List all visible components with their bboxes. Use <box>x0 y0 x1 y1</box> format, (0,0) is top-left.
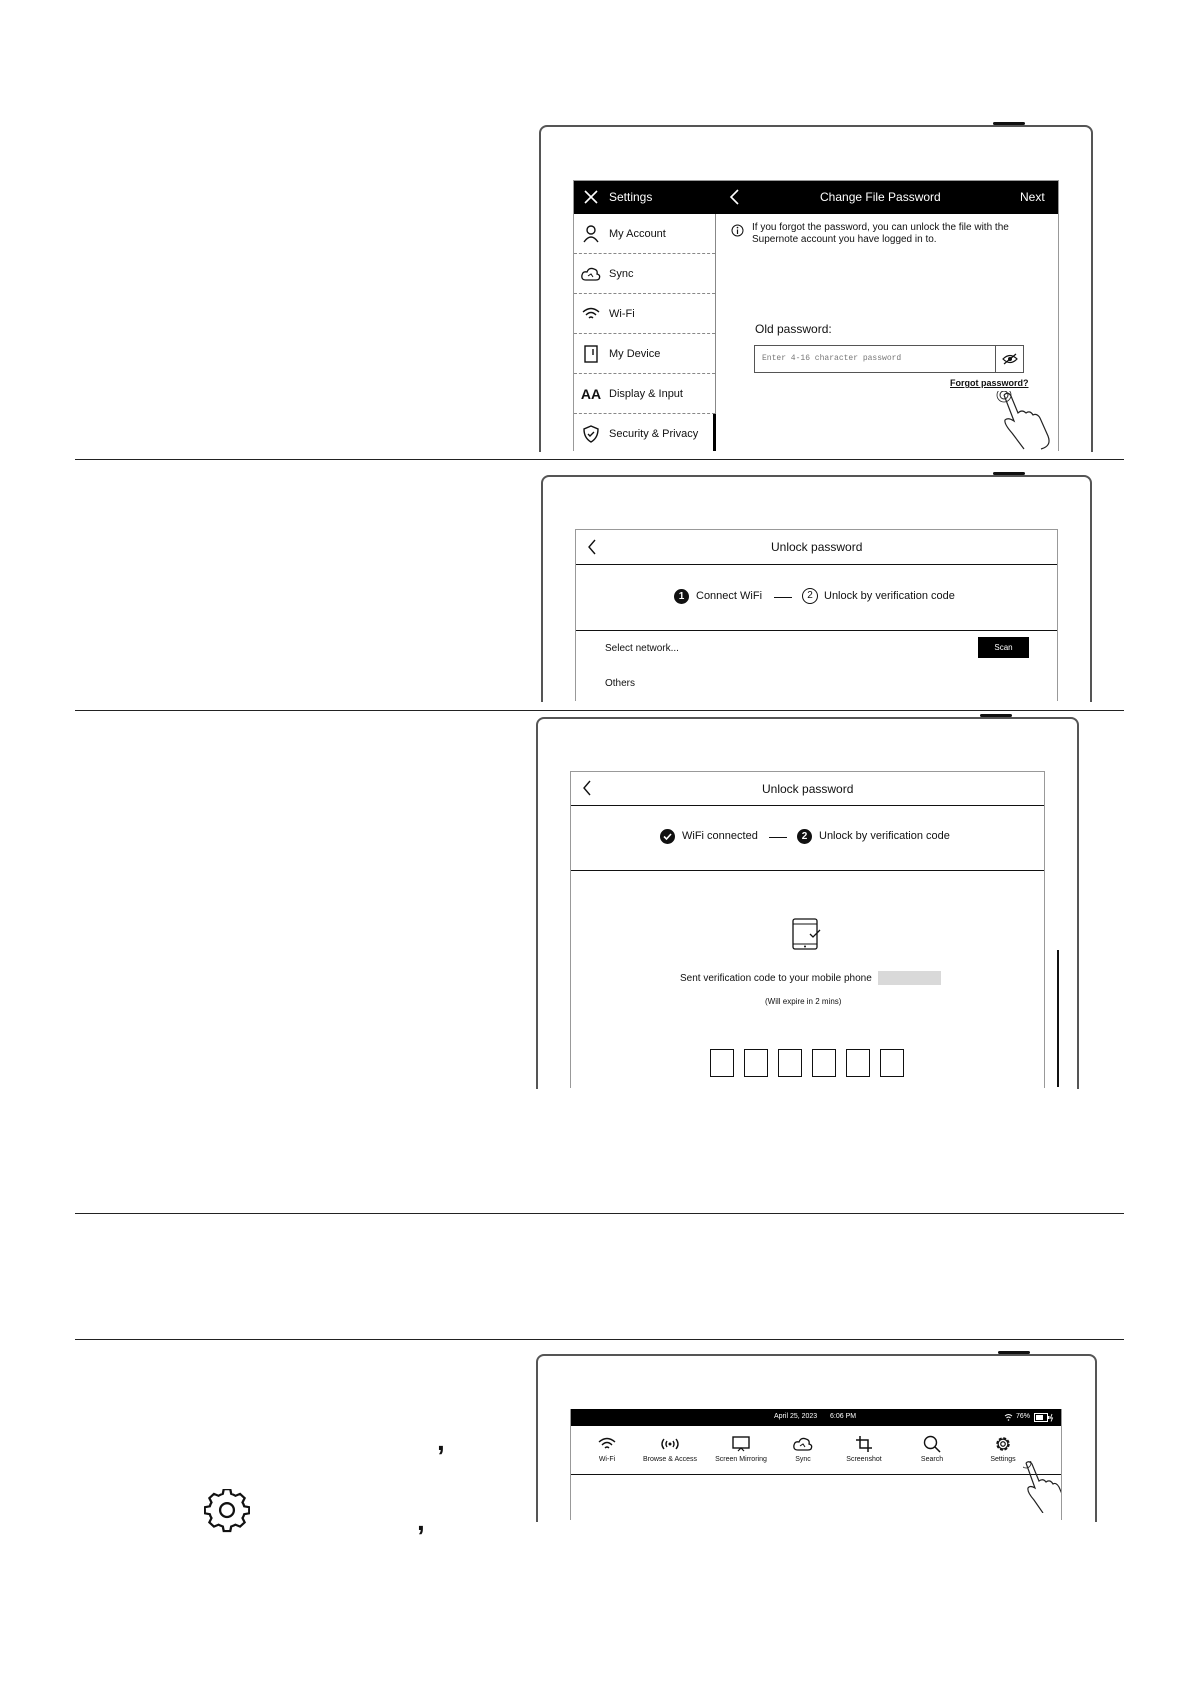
expire-text: (Will expire in 2 mins) <box>765 997 842 1006</box>
broadcast-icon <box>658 1432 682 1456</box>
cloud-sync-icon <box>791 1432 815 1456</box>
step-2-label: Unlock by verification code <box>824 590 955 602</box>
sidebar-item-my-device[interactable] <box>574 334 715 374</box>
sidebar-item-security-privacy[interactable] <box>574 414 715 451</box>
code-digit-box[interactable] <box>744 1049 768 1077</box>
wifi-icon <box>1004 1413 1013 1421</box>
code-digit-box[interactable] <box>778 1049 802 1077</box>
toolbar-screenshot-button[interactable] <box>841 1432 887 1463</box>
active-indicator <box>713 414 716 451</box>
top-bar <box>574 181 1058 214</box>
battery-percent: 76% <box>1016 1413 1031 1420</box>
code-digit-box[interactable] <box>880 1049 904 1077</box>
page-title: Unlock password <box>762 782 854 796</box>
device-button <box>980 714 1012 717</box>
screen-mirror-icon <box>729 1432 753 1456</box>
status-bar <box>571 1409 1061 1426</box>
toolbar-label: Search <box>920 1456 944 1463</box>
sidebar-item-label: Display & Input <box>609 387 683 400</box>
font-size-icon: AA <box>580 385 602 402</box>
device-icon <box>581 344 601 364</box>
step-1-label: WiFi connected <box>682 830 758 842</box>
sidebar-item-my-account[interactable] <box>574 214 715 254</box>
step-2-badge: 2 <box>802 588 818 604</box>
cloud-sync-icon <box>581 264 601 284</box>
old-password-label: Old password: <box>755 322 832 336</box>
section-divider <box>75 1339 1124 1340</box>
header-bar <box>576 530 1057 565</box>
code-input-row <box>710 1049 910 1077</box>
crop-icon <box>852 1432 876 1456</box>
sidebar-item-label: Sync <box>609 267 634 280</box>
toolbar-label: Screenshot <box>846 1456 882 1463</box>
back-icon[interactable] <box>587 539 597 555</box>
unlock-screen <box>575 529 1058 701</box>
shield-icon <box>581 424 601 444</box>
hand-pointer-icon <box>1023 1461 1062 1513</box>
close-icon[interactable] <box>584 190 598 204</box>
redacted-phone-number <box>878 971 941 985</box>
old-password-input[interactable] <box>754 345 1024 373</box>
toolbar-sync-button[interactable] <box>785 1432 821 1463</box>
sidebar-item-label: My Device <box>609 347 661 360</box>
info-text: If you forgot the password, you can unlock the file with the <box>752 222 1009 233</box>
comma-mark: , <box>417 1505 425 1536</box>
back-icon[interactable] <box>582 780 592 796</box>
next-button[interactable]: Next <box>1020 190 1045 204</box>
sidebar-item-label: Wi-Fi <box>609 307 635 320</box>
sidebar-item-label: My Account <box>609 227 666 240</box>
verification-screen <box>570 771 1045 1088</box>
step-1-badge: 1 <box>674 589 689 604</box>
device-check-icon <box>792 918 822 950</box>
toolbar-label: Wi-Fi <box>598 1456 616 1463</box>
page-title: Unlock password <box>771 540 863 554</box>
hand-pointer-icon <box>996 391 1054 451</box>
sidebar-item-label: Security & Privacy <box>609 427 699 440</box>
sidebar-item-wifi[interactable] <box>574 294 715 334</box>
device-button <box>998 1351 1030 1354</box>
toolbar-label: Screen Mirroring <box>715 1456 767 1463</box>
others-network-item[interactable]: Others <box>605 678 636 689</box>
stepper <box>571 807 1044 871</box>
device-button <box>993 472 1025 475</box>
scrollbar[interactable] <box>1057 950 1059 1087</box>
password-placeholder: Enter 4-16 character password <box>762 354 902 363</box>
info-text: Supernote account you have logged in to. <box>752 234 937 245</box>
scan-button[interactable]: Scan <box>978 637 1029 658</box>
battery-icon <box>1034 1413 1054 1422</box>
status-date: April 25, 2023 <box>774 1413 818 1420</box>
toolbar-label: Settings <box>990 1456 1016 1463</box>
forgot-password-link[interactable]: Forgot password? <box>950 378 1029 388</box>
step-2-badge: 2 <box>797 829 812 844</box>
device-button <box>993 122 1025 125</box>
code-digit-box[interactable] <box>846 1049 870 1077</box>
gear-icon <box>991 1432 1015 1456</box>
page-title: Change File Password <box>820 190 941 204</box>
sidebar <box>574 214 716 451</box>
person-icon <box>581 224 601 244</box>
section-divider <box>75 710 1124 711</box>
info-icon <box>731 224 744 237</box>
sidebar-item-sync[interactable] <box>574 254 715 294</box>
code-digit-box[interactable] <box>812 1049 836 1077</box>
search-icon <box>920 1432 944 1456</box>
step-connector <box>769 837 787 838</box>
header-bar <box>571 772 1044 806</box>
toggle-visibility-button[interactable] <box>995 346 1024 372</box>
code-digit-box[interactable] <box>710 1049 734 1077</box>
section-divider <box>75 1213 1124 1214</box>
section-divider <box>75 459 1124 460</box>
gear-icon <box>204 1489 250 1535</box>
toolbar-screen-mirroring-button[interactable] <box>708 1432 774 1463</box>
step-2-label: Unlock by verification code <box>819 830 950 842</box>
step-1-label: Connect WiFi <box>696 590 763 602</box>
stepper <box>576 566 1057 631</box>
toolbar-search-button[interactable] <box>914 1432 950 1463</box>
quick-toolbar <box>571 1426 1061 1475</box>
sent-code-text: Sent verification code to your mobile phone <box>680 973 872 984</box>
check-circle-icon <box>660 829 675 844</box>
sidebar-title: Settings <box>609 190 653 204</box>
toolbar-settings-button[interactable] <box>983 1432 1023 1463</box>
toolbar-browse-access-button[interactable] <box>637 1432 703 1463</box>
toolbar-label: Sync <box>795 1456 811 1463</box>
select-network-label: Select network... <box>605 643 679 654</box>
eye-off-icon <box>1002 353 1018 365</box>
wifi-icon <box>581 304 601 324</box>
step-connector <box>774 597 792 598</box>
toolbar-wifi-button[interactable] <box>589 1432 625 1463</box>
back-icon[interactable] <box>728 189 740 205</box>
toolbar-label: Browse & Access <box>642 1456 698 1463</box>
status-time: 6:06 PM <box>830 1413 857 1420</box>
sidebar-item-display-input[interactable] <box>574 374 715 414</box>
control-center-screen <box>570 1409 1062 1520</box>
comma-mark: , <box>437 1425 445 1456</box>
settings-screen <box>573 180 1059 451</box>
wifi-icon <box>595 1432 619 1456</box>
